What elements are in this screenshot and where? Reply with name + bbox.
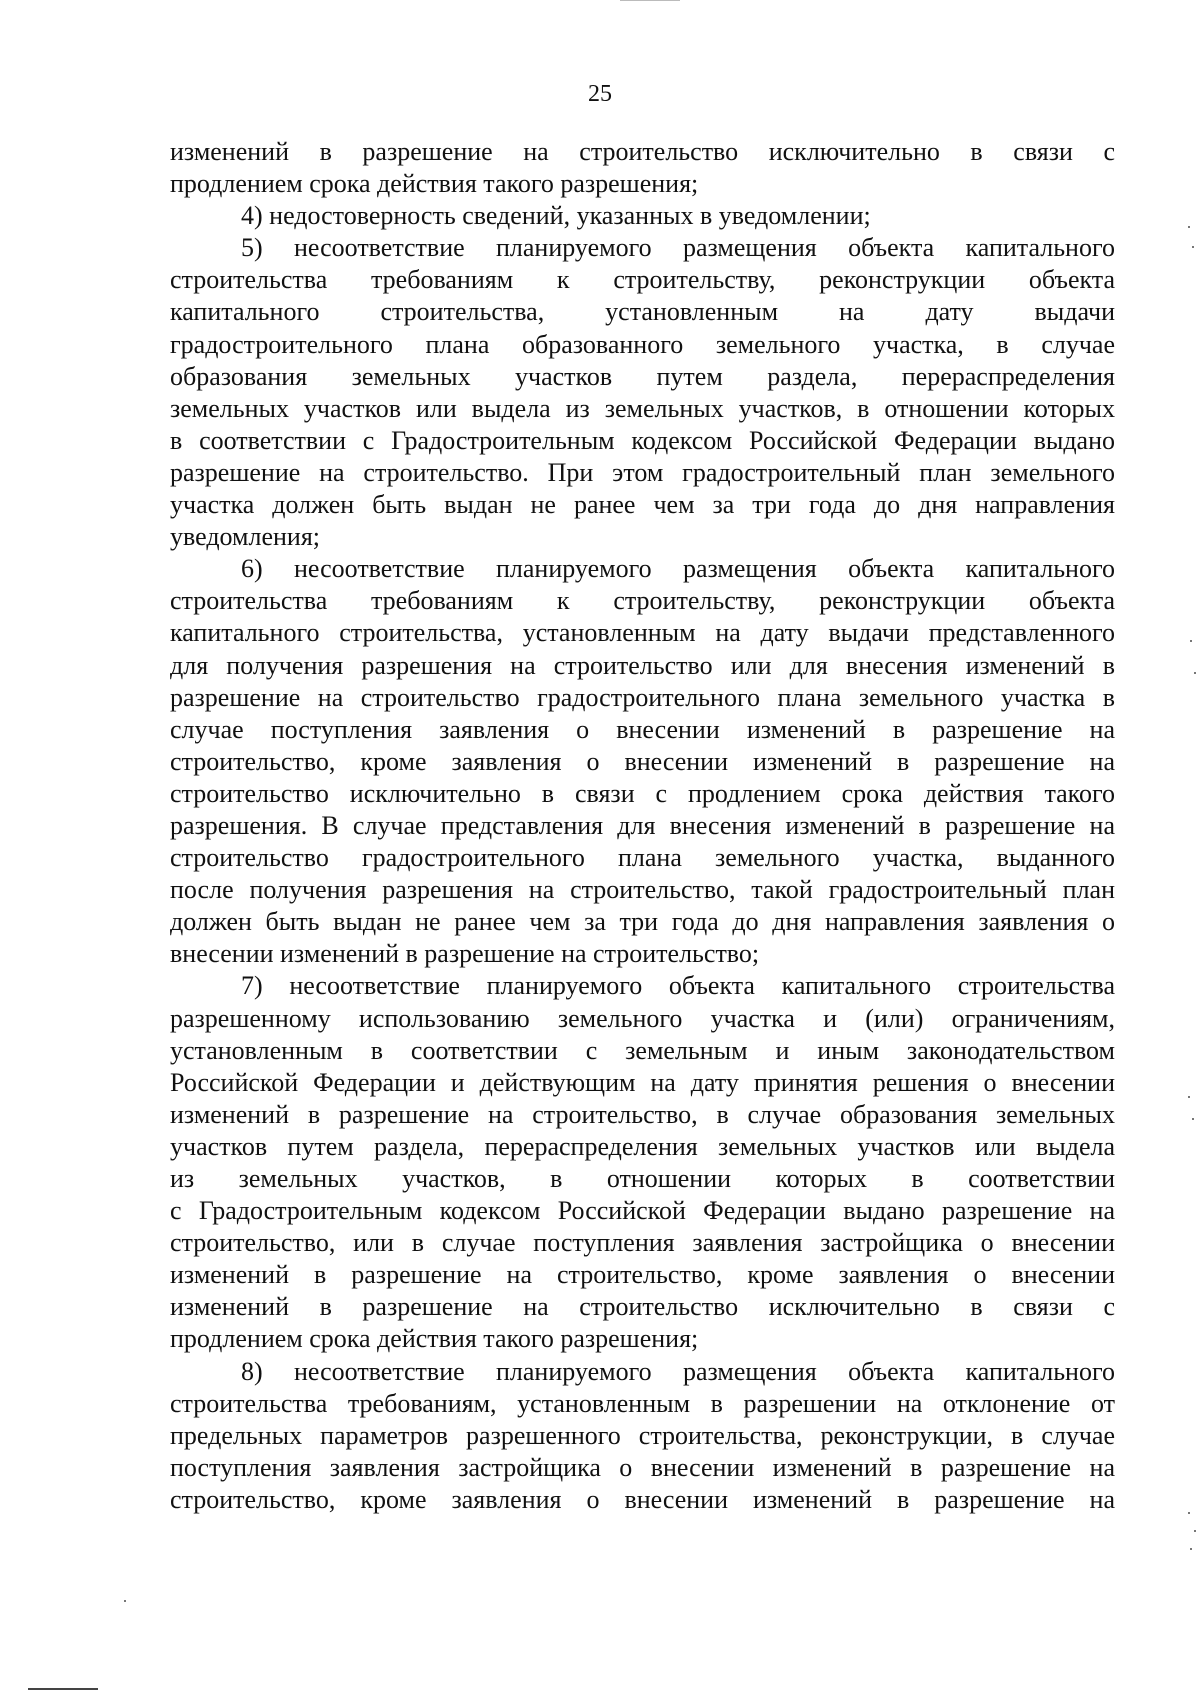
text-line: 5) несоответствие планируемого размещения объекта капитального <box>241 233 1115 263</box>
page-number: 25 <box>588 81 612 107</box>
text-line: разрешенному использованию земельного участка и (или) ограничениям, <box>170 1003 1115 1033</box>
text-line: строительства требованиям к строительству, реконструкции объекта <box>170 265 1115 295</box>
text-line: 4) недостоверность сведений, указанных в уведомлении; <box>241 201 871 231</box>
text-line: градостроительного плана образованного земельного участка, в случае <box>170 329 1115 359</box>
text-line: капитального строительства, установленным на дату выдачи <box>170 297 1115 327</box>
text-line: участка должен быть выдан не ранее чем за три года до дня направления <box>170 490 1115 520</box>
text-line: 8) несоответствие планируемого размещения объекта капитального <box>241 1356 1115 1386</box>
text-line: Российской Федерации и действующим на дату принятия решения о внесении <box>170 1067 1115 1097</box>
text-line: 6) несоответствие планируемого размещения объекта капитального <box>241 554 1115 584</box>
scan-artifact <box>1188 226 1190 228</box>
text-line: должен быть выдан не ранее чем за три года до дня направления заявления о <box>170 907 1115 937</box>
text-line: строительство, кроме заявления о внесении изменений в разрешение на <box>170 746 1115 776</box>
text-line: продлением срока действия такого разрешения; <box>170 169 699 199</box>
scan-artifact <box>1194 1530 1196 1532</box>
text-line: изменений в разрешение на строительство, в случае образования земельных <box>170 1099 1115 1129</box>
scan-artifact <box>1192 1118 1194 1120</box>
text-line: капитального строительства, установленным на дату выдачи представленного <box>170 618 1115 648</box>
scan-artifact <box>1190 640 1192 642</box>
text-line: разрешения. В случае представления для внесения изменений в разрешение на <box>170 810 1115 840</box>
text-line: строительство градостроительного плана земельного участка, выданного <box>170 843 1115 873</box>
scan-artifact <box>28 1688 98 1690</box>
scan-artifact <box>1192 246 1194 248</box>
text-line: с Градостроительным кодексом Российской Федерации выдано разрешение на <box>170 1196 1115 1226</box>
text-line: продлением срока действия такого разрешения; <box>170 1324 699 1354</box>
text-line: уведомления; <box>170 522 321 552</box>
scan-artifact <box>1188 1096 1190 1098</box>
text-line: изменений в разрешение на строительство, кроме заявления о внесении <box>170 1260 1115 1290</box>
text-line: участков путем раздела, перераспределения земельных участков или выдела <box>170 1131 1115 1161</box>
text-line: изменений в разрешение на строительство исключительно в связи с <box>170 137 1115 166</box>
scan-artifact <box>1194 672 1196 674</box>
text-line: установленным в соответствии с земельным и иным законодательством <box>170 1035 1115 1065</box>
text-line: земельных участков или выдела из земельных участков, в отношении которых <box>170 393 1115 423</box>
text-line: разрешение на строительство. При этом градостроительный план земельного <box>170 457 1115 487</box>
text-line: после получения разрешения на строительство, такой градостроительный план <box>170 875 1115 905</box>
text-line: внесении изменений в разрешение на строительство; <box>170 939 760 969</box>
text-line: образования земельных участков путем раздела, перераспределения <box>170 361 1115 391</box>
text-line: строительство, кроме заявления о внесении изменений в разрешение на <box>170 1484 1115 1514</box>
text-line: разрешение на строительство градостроительного плана земельного участка в <box>170 682 1115 712</box>
text-line: изменений в разрешение на строительство исключительно в связи с <box>170 1292 1115 1322</box>
text-line: из земельных участков, в отношении которых в соответствии <box>170 1164 1115 1193</box>
document-body <box>170 136 1115 1516</box>
text-line: строительство, или в случае поступления заявления застройщика о внесении <box>170 1228 1115 1258</box>
scan-artifact <box>1188 1512 1190 1514</box>
text-line: в соответствии с Градостроительным кодексом Российской Федерации выдано <box>170 425 1115 455</box>
text-line: строительства требованиям, установленным в разрешении на отклонение от <box>170 1388 1115 1418</box>
scan-artifact <box>1190 1548 1192 1550</box>
text-line: строительство исключительно в связи с продлением срока действия такого <box>170 778 1115 808</box>
scan-artifact <box>620 0 680 1</box>
text-line: строительства требованиям к строительству, реконструкции объекта <box>170 586 1115 616</box>
text-line: предельных параметров разрешенного строительства, реконструкции, в случае <box>170 1420 1115 1450</box>
scan-artifact <box>124 1600 126 1602</box>
text-line: поступления заявления застройщика о внесении изменений в разрешение на <box>170 1452 1115 1482</box>
text-line: 7) несоответствие планируемого объекта капитального строительства <box>241 971 1115 1001</box>
text-line: для получения разрешения на строительство или для внесения изменений в <box>170 650 1115 680</box>
text-line: случае поступления заявления о внесении изменений в разрешение на <box>170 714 1115 744</box>
